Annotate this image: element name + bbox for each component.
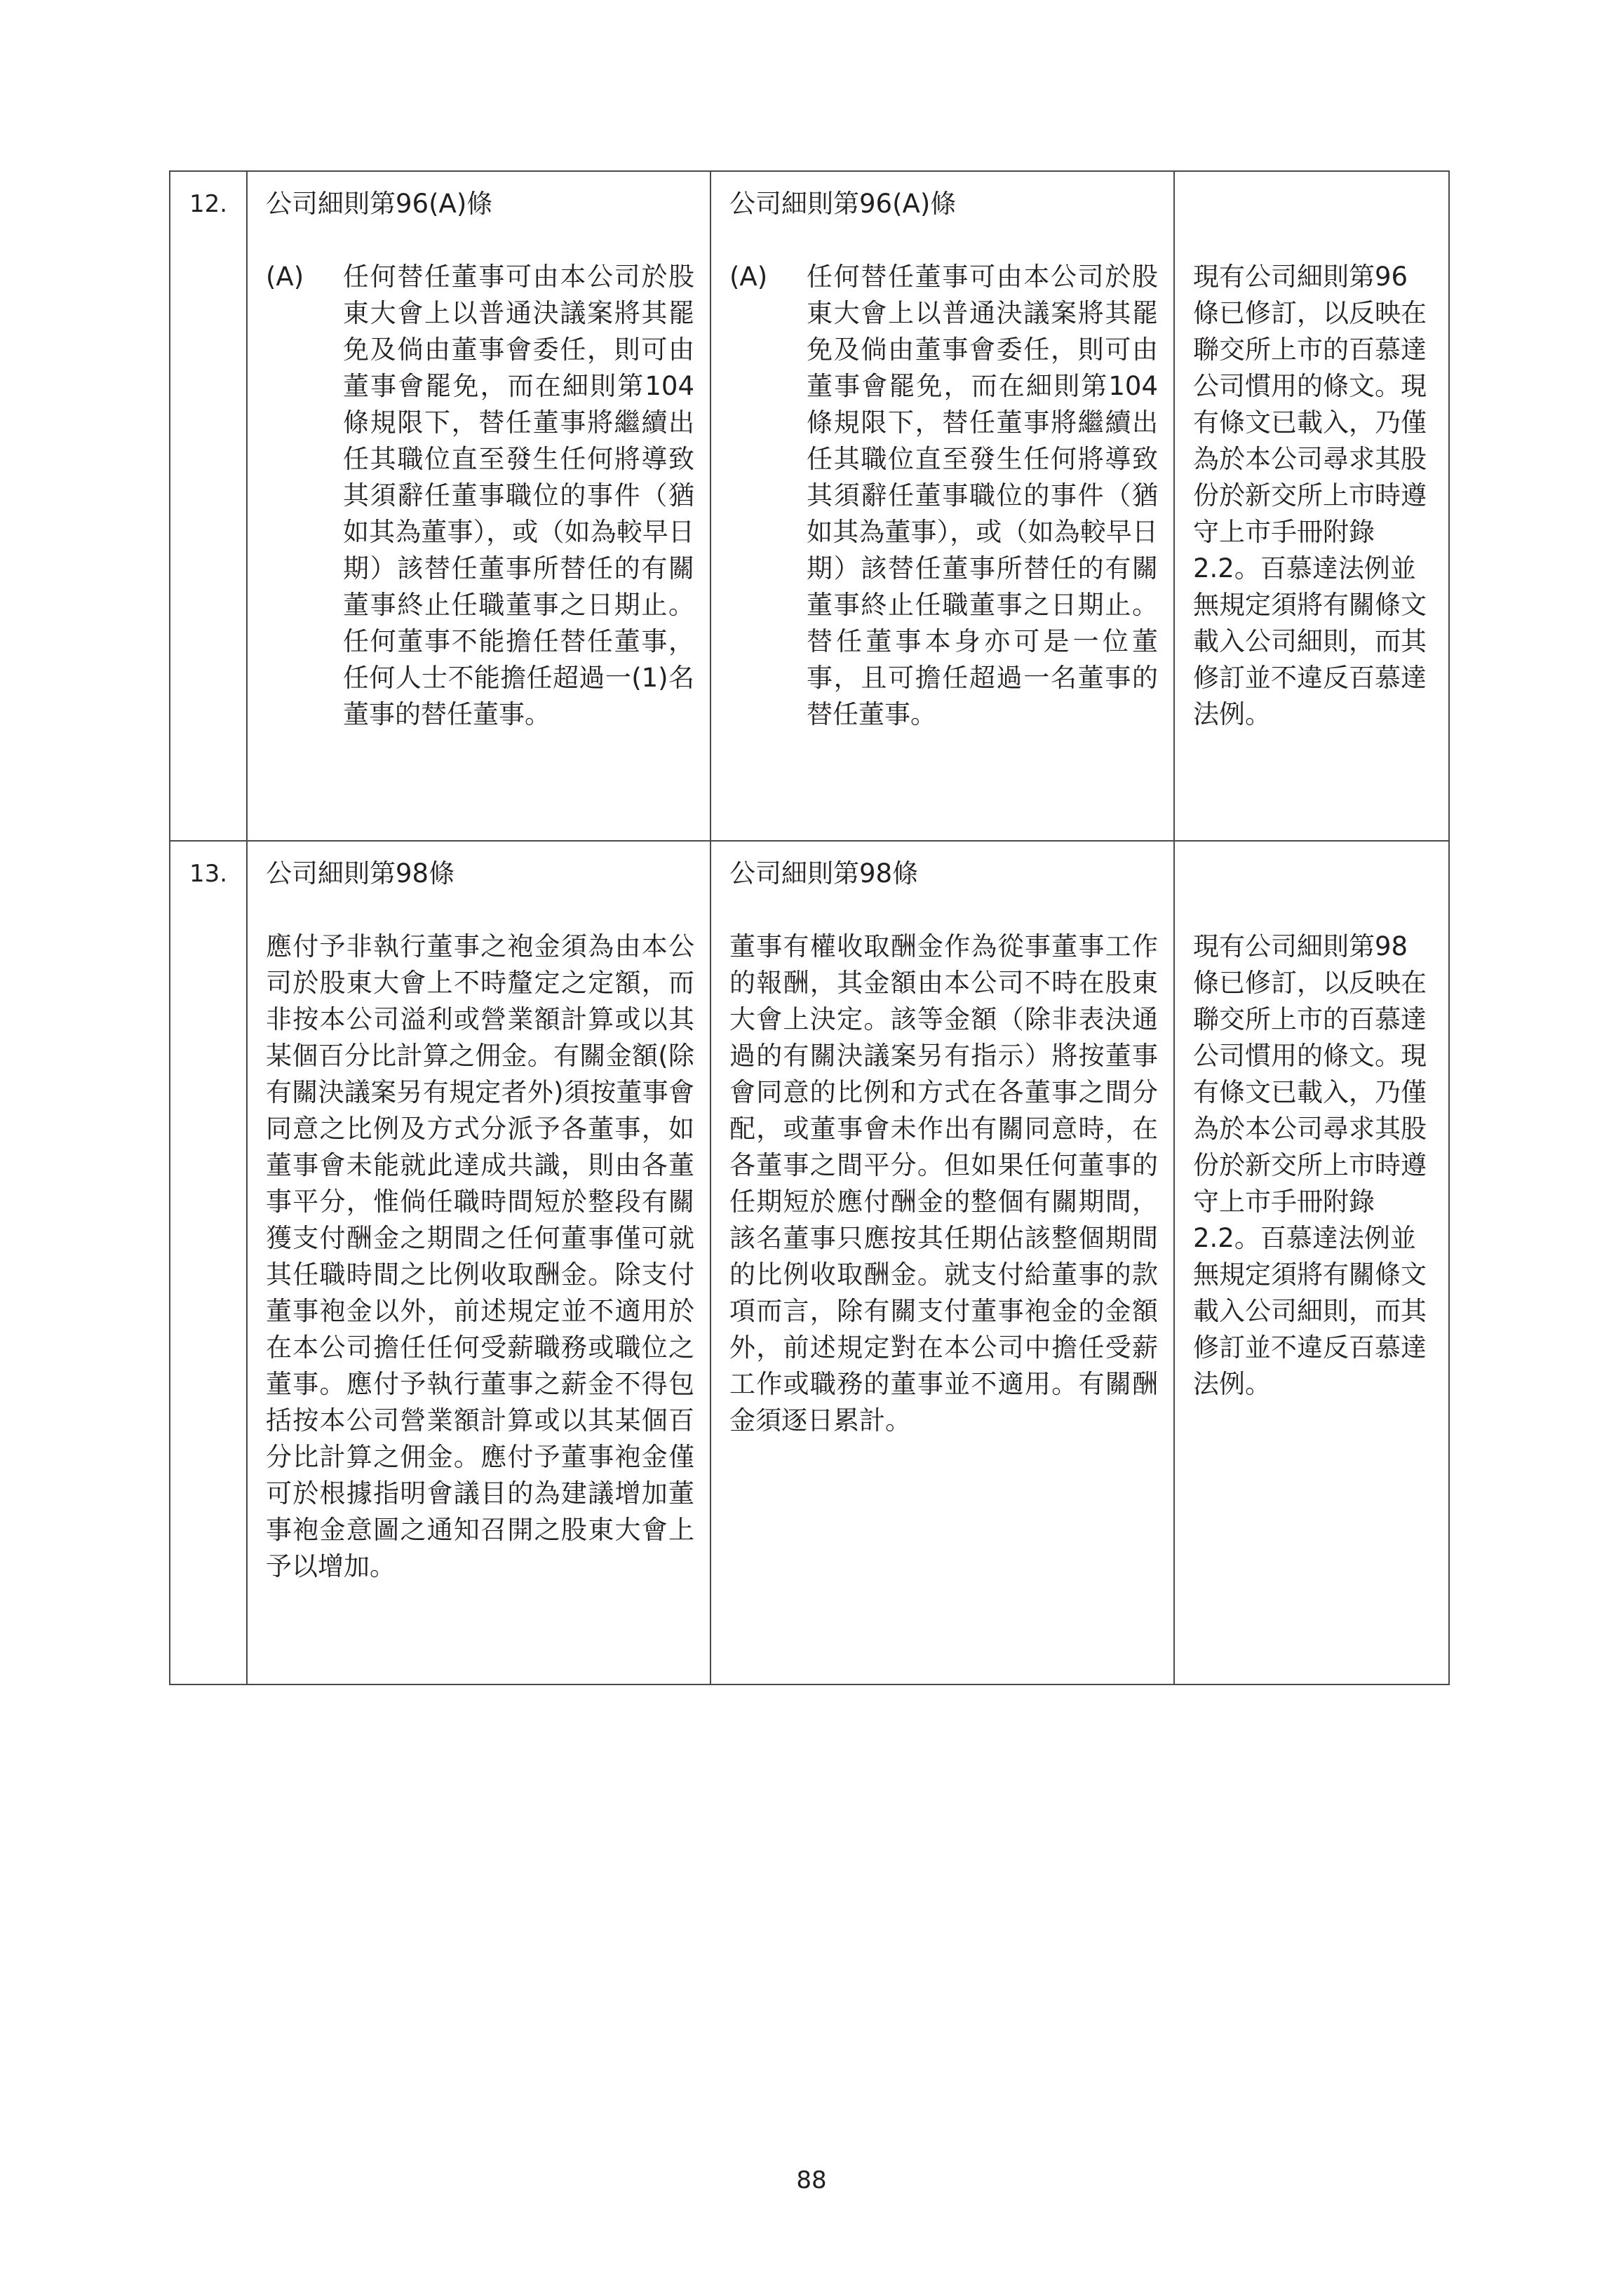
explanatory-note: 現有公司細則第98條已修訂，以反映在聯交所上市的百慕達公司慣用的條文。現有條文已載入，乃僅為於本公司尋求其股份於新交所上市時遵守上市手冊附錄2.2。百慕達法例並無規定須將有關條文載入公司細則，而其修訂並不違反百慕達法例。 — [1174, 841, 1449, 1684]
clause — [266, 259, 694, 733]
amended-bye-law-text: 任何替任董事可由本公司於股東大會上以普通決議案將其罷免及倘由董事會委任，則可由董事會罷免，而在細則第104條規限下，替任董事將繼續出任其職位直至發生任何將導致其須辭任董事職位的事件（猶如其為董事），或（如為較早日期）該替任董事所替任的有關董事終止任職董事之日期止。替任董事本身亦可是一位董事，且可擔任超過一名董事的替任董事。 — [807, 262, 1158, 729]
existing-bye-law-cell — [247, 841, 711, 1684]
existing-bye-law-cell — [247, 171, 711, 841]
clause-marker: (A) — [729, 262, 768, 292]
existing-bye-law-heading: 公司細則第98條 — [266, 858, 455, 889]
amended-bye-law-heading: 公司細則第96(A)條 — [729, 189, 957, 219]
clause — [729, 259, 1158, 733]
explanatory-note: 現有公司細則第96條已修訂，以反映在聯交所上市的百慕達公司慣用的條文。現有條文已載入，乃僅為於本公司尋求其股份於新交所上市時遵守上市手冊附錄2.2。百慕達法例並無規定須將有關條文載入公司細則，而其修訂並不違反百慕達法例。 — [1174, 171, 1449, 841]
page-number: 88 — [796, 2166, 827, 2194]
existing-bye-law-heading: 公司細則第96(A)條 — [266, 189, 493, 219]
existing-bye-law-text: 應付予非執行董事之袍金須為由本公司於股東大會上不時釐定之定額，而非按本公司溢利或營業額計算或以其某個百分比計算之佣金。有關金額(除有關決議案另有規定者外)須按董事會同意之比例及方式分派予各董事，如董事會未能就此達成共識，則由各董事平分，惟倘任職時間短於整段有關獲支付酬金之期間之任何董事僅可就其任職時間之比例收取酬金。除支付董事袍金以外，前述規定並不適用於在本公司擔任任何受薪職務或職位之董事。應付予執行董事之薪金不得包括按本公司營業額計算或以其某個百分比計算之佣金。應付予董事袍金僅可於根據指明會議目的為建議增加董事袍金意圖之通知召開之股東大會上予以增加。 — [266, 931, 694, 1581]
amended-bye-law-cell — [711, 171, 1174, 841]
clause-marker: (A) — [266, 262, 304, 292]
existing-bye-law-text: 任何替任董事可由本公司於股東大會上以普通決議案將其罷免及倘由董事會委任，則可由董事會罷免，而在細則第104條規限下，替任董事將繼續出任其職位直至發生任何將導致其須辭任董事職位的事件（猶如其為董事），或（如為較早日期）該替任董事所替任的有關董事終止任職董事之日期止。任何董事不能擔任替任董事，任何人士不能擔任超過一(1)名董事的替任董事。 — [343, 262, 694, 729]
row-number: 13. — [170, 841, 247, 1684]
row-number: 12. — [170, 171, 247, 841]
table-row — [170, 841, 1449, 1684]
amended-bye-law-heading: 公司細則第98條 — [729, 858, 919, 889]
amended-bye-law-cell — [711, 841, 1174, 1684]
bye-law-comparison-table — [169, 170, 1450, 1685]
amended-bye-law-text: 董事有權收取酬金作為從事董事工作的報酬，其金額由本公司不時在股東大會上決定。該等金額（除非表決通過的有關決議案另有指示）將按董事會同意的比例和方式在各董事之間分配，或董事會未作出有關同意時，在各董事之間平分。但如果任何董事的任期短於應付酬金的整個有關期間，該名董事只應按其任期佔該整個期間的比例收取酬金。就支付給董事的款項而言，除有關支付董事袍金的金額外，前述規定對在本公司中擔任受薪工作或職務的董事並不適用。有關酬金須逐日累計。 — [729, 931, 1158, 1436]
table-row — [170, 171, 1449, 841]
